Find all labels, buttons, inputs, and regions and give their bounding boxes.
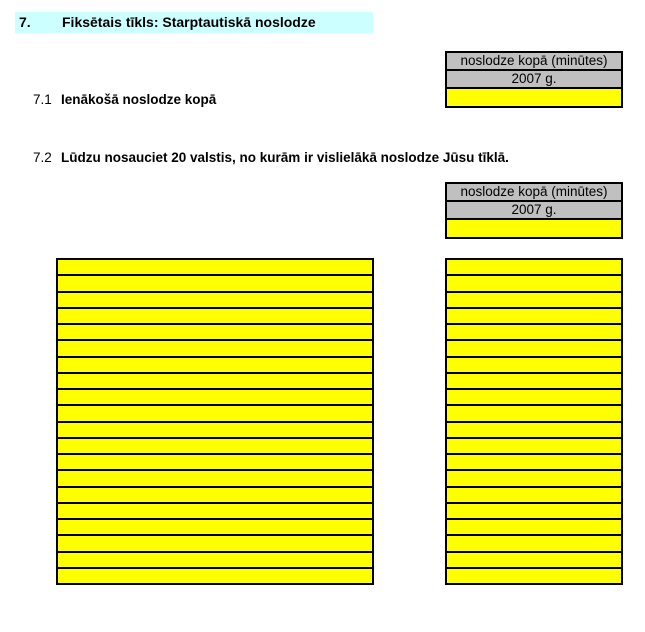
table-row: [57, 292, 373, 308]
country-value-input-8[interactable]: [446, 373, 622, 389]
table-row: [446, 275, 622, 291]
table-row: [57, 308, 373, 324]
country-input-13[interactable]: [57, 454, 373, 470]
question-7-1-text: Ienākošā noslodze kopā: [61, 92, 217, 107]
table-row: [57, 422, 373, 438]
country-list-table: [56, 258, 374, 585]
country-value-input-19[interactable]: [446, 552, 622, 568]
country-value-input-7[interactable]: [446, 357, 622, 373]
table-row: [57, 552, 373, 568]
country-value-input-13[interactable]: [446, 454, 622, 470]
country-input-14[interactable]: [57, 470, 373, 486]
country-value-input-2[interactable]: [446, 275, 622, 291]
table-row: [446, 552, 622, 568]
table-row: [446, 259, 622, 275]
country-input-19[interactable]: [57, 552, 373, 568]
q72-header-cell: noslodze kopā (minūtes): [446, 183, 622, 201]
country-value-input-20[interactable]: [446, 568, 622, 584]
country-value-input-14[interactable]: [446, 470, 622, 486]
q72-year-cell: 2007 g.: [446, 201, 622, 219]
question-7-1-table: [445, 51, 623, 108]
country-value-input-16[interactable]: [446, 503, 622, 519]
table-row: [57, 568, 373, 584]
country-value-input-12[interactable]: [446, 438, 622, 454]
country-input-5[interactable]: [57, 324, 373, 340]
country-value-input-6[interactable]: [446, 340, 622, 356]
q72-total-input[interactable]: [446, 219, 622, 238]
country-input-9[interactable]: [57, 389, 373, 405]
country-value-input-1[interactable]: [446, 259, 622, 275]
country-input-11[interactable]: [57, 422, 373, 438]
table-row: [446, 535, 622, 551]
country-input-3[interactable]: [57, 292, 373, 308]
country-input-2[interactable]: [57, 275, 373, 291]
country-input-18[interactable]: [57, 535, 373, 551]
table-row: [446, 503, 622, 519]
country-value-input-17[interactable]: [446, 519, 622, 535]
table-row: [446, 389, 622, 405]
country-value-input-18[interactable]: [446, 535, 622, 551]
country-input-12[interactable]: [57, 438, 373, 454]
country-value-input-11[interactable]: [446, 422, 622, 438]
country-input-4[interactable]: [57, 308, 373, 324]
table-row: [57, 259, 373, 275]
table-row: [446, 438, 622, 454]
table-row: [57, 357, 373, 373]
table-row: [446, 292, 622, 308]
table-row: [446, 357, 622, 373]
country-input-17[interactable]: [57, 519, 373, 535]
table-row: [446, 324, 622, 340]
table-row: [57, 275, 373, 291]
table-row: [446, 470, 622, 486]
table-row: [57, 503, 373, 519]
table-row: [57, 373, 373, 389]
table-row: [57, 389, 373, 405]
country-value-input-9[interactable]: [446, 389, 622, 405]
table-row: [446, 373, 622, 389]
country-input-20[interactable]: [57, 568, 373, 584]
country-input-10[interactable]: [57, 405, 373, 421]
question-7-2-text: Lūdzu nosauciet 20 valstis, no kurām ir vislielākā noslodze Jūsu tīklā.: [61, 150, 509, 165]
country-input-16[interactable]: [57, 503, 373, 519]
section-title: Fiksētais tīkls: Starptautiskā noslodze: [62, 14, 316, 30]
table-row: [57, 405, 373, 421]
country-input-6[interactable]: [57, 340, 373, 356]
table-row: [446, 422, 622, 438]
table-row: [57, 519, 373, 535]
table-row: [57, 438, 373, 454]
table-row: [57, 487, 373, 503]
question-7-2-number: 7.2: [33, 150, 52, 165]
table-row: [446, 308, 622, 324]
section-number: 7.: [19, 14, 31, 30]
table-row: [446, 487, 622, 503]
table-row: [446, 340, 622, 356]
question-7-1-number: 7.1: [33, 92, 52, 107]
table-row: [57, 340, 373, 356]
table-row: [446, 519, 622, 535]
table-row: [446, 405, 622, 421]
country-input-1[interactable]: [57, 259, 373, 275]
table-row: [57, 454, 373, 470]
table-row: [446, 454, 622, 470]
country-value-input-15[interactable]: [446, 487, 622, 503]
table-row: [446, 568, 622, 584]
q71-year-cell: 2007 g.: [446, 70, 622, 88]
country-value-input-3[interactable]: [446, 292, 622, 308]
country-values-table: [445, 258, 623, 585]
table-row: [57, 535, 373, 551]
country-input-15[interactable]: [57, 487, 373, 503]
country-value-input-5[interactable]: [446, 324, 622, 340]
q71-total-input[interactable]: [446, 88, 622, 107]
q71-header-cell: noslodze kopā (minūtes): [446, 52, 622, 70]
question-7-2-table: [445, 182, 623, 239]
table-row: [57, 324, 373, 340]
table-row: [57, 470, 373, 486]
country-value-input-10[interactable]: [446, 405, 622, 421]
country-input-7[interactable]: [57, 357, 373, 373]
country-input-8[interactable]: [57, 373, 373, 389]
country-value-input-4[interactable]: [446, 308, 622, 324]
